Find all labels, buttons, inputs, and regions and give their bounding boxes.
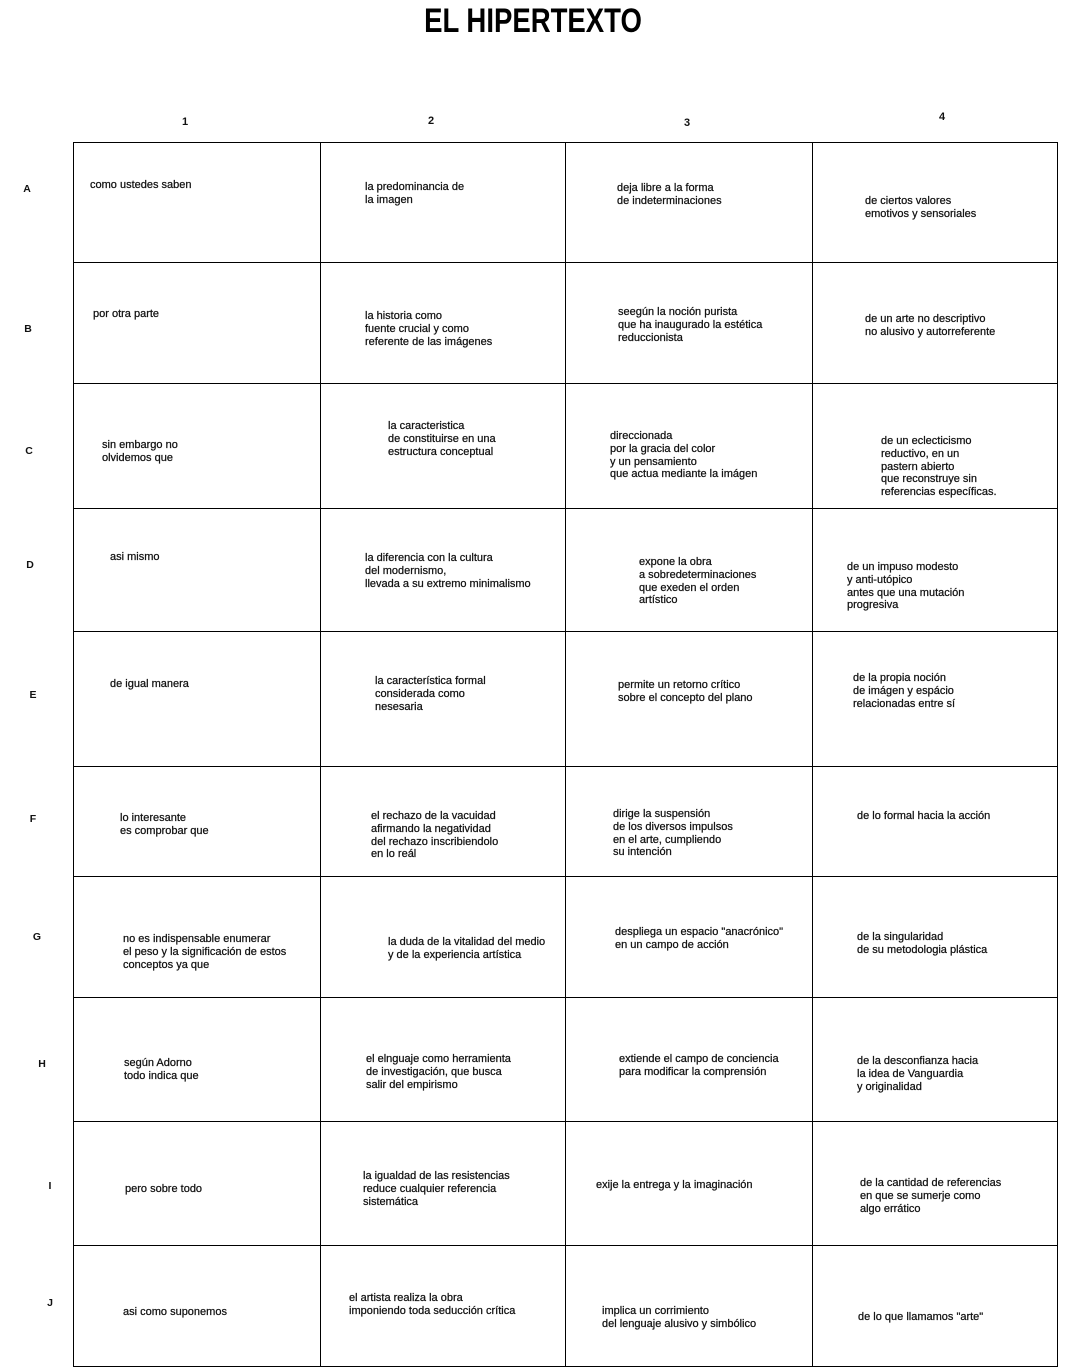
table-cell-e2 — [321, 632, 566, 767]
cell-text: de un arte no descriptivo no alusivo y autorreferente — [865, 313, 996, 338]
cell-text: direccionada por la gracia del color y un pensamiento que actua mediante la imágen — [610, 430, 758, 481]
table-cell-j2 — [321, 1246, 566, 1367]
row-label-c: C — [25, 445, 33, 457]
cell-text: no es indispensable enumerar el peso y la significación de estos conceptos ya que — [123, 933, 287, 971]
cell-text: extiende el campo de conciencia para modificar la comprensión — [619, 1053, 779, 1078]
table-cell-c4 — [813, 384, 1058, 509]
row-label-f: F — [29, 813, 37, 825]
table-cell-f1 — [74, 767, 321, 877]
column-header-2: 2 — [427, 115, 435, 127]
row-label-h: H — [38, 1058, 46, 1070]
cell-text: asi como suponemos — [123, 1306, 227, 1318]
table-cell-g3 — [566, 877, 813, 998]
table-cell-a2 — [321, 143, 566, 263]
cell-text: de un eclecticismo reductivo, en un pastern abierto que reconstruye sin referencias específicas. — [881, 435, 997, 498]
table-cell-e4 — [813, 632, 1058, 767]
table-cell-d1 — [74, 509, 321, 632]
cell-text: seegún la noción purista que ha inaugurado la estética reduccionista — [618, 306, 763, 344]
cell-text: lo interesante es comprobar que — [120, 812, 209, 837]
cell-text: la igualdad de las resistencias reduce cualquier referencia sistemática — [363, 1170, 510, 1208]
cell-text: de un impuso modesto y anti-utópico antes que una mutación progresiva — [847, 561, 965, 612]
table-cell-c2 — [321, 384, 566, 509]
table-cell-h4 — [813, 998, 1058, 1122]
column-header-1: 1 — [181, 116, 189, 128]
table-cell-a1 — [74, 143, 321, 263]
row-label-e: E — [29, 689, 37, 701]
hypertext-table — [73, 142, 1058, 1367]
table-cell-j1 — [74, 1246, 321, 1367]
cell-text: de ciertos valores emotivos y sensoriales — [865, 195, 977, 220]
cell-text: despliega un espacio "anacrónico" en un campo de acción — [615, 926, 784, 951]
table-cell-j3 — [566, 1246, 813, 1367]
cell-text: deja libre a la forma de indeterminaciones — [617, 182, 722, 207]
table-cell-d3 — [566, 509, 813, 632]
cell-text: de lo formal hacia la acción — [857, 810, 991, 822]
table-cell-h1 — [74, 998, 321, 1122]
table-cell-i2 — [321, 1122, 566, 1246]
cell-text: asi mismo — [110, 551, 160, 563]
table-cell-d2 — [321, 509, 566, 632]
cell-text: de la desconfianza hacia la idea de Vanguardia y originalidad — [857, 1055, 979, 1093]
table-cell-f4 — [813, 767, 1058, 877]
table-cell-g2 — [321, 877, 566, 998]
cell-text: el artista realiza la obra imponiendo toda seducción crítica — [349, 1292, 516, 1317]
row-label-j: J — [47, 1297, 53, 1309]
table-cell-c1 — [74, 384, 321, 509]
cell-text: la caracteristica de constituirse en una estructura conceptual — [388, 420, 496, 458]
table-cell-j4 — [813, 1246, 1058, 1367]
column-header-3: 3 — [683, 117, 691, 129]
table-cell-g4 — [813, 877, 1058, 998]
column-header-4: 4 — [938, 111, 946, 123]
cell-text: según Adorno todo indica que — [124, 1057, 199, 1082]
cell-text: de la propia noción de imágen y espácio relacionadas entre sí — [853, 672, 956, 710]
cell-text: pero sobre todo — [125, 1183, 203, 1195]
cell-text: por otra parte — [93, 308, 160, 320]
cell-text: exije la entrega y la imaginación — [596, 1179, 753, 1191]
table-cell-g1 — [74, 877, 321, 998]
table-cell-b1 — [74, 263, 321, 384]
page-title: EL HIPERTEXTO — [424, 2, 642, 40]
row-label-a: A — [23, 183, 31, 195]
table-cell-e1 — [74, 632, 321, 767]
table-cell-h3 — [566, 998, 813, 1122]
table-cell-i1 — [74, 1122, 321, 1246]
cell-text: de lo que llamamos "arte" — [858, 1311, 984, 1323]
table-cell-f2 — [321, 767, 566, 877]
table-cell-i3 — [566, 1122, 813, 1246]
row-label-d: D — [26, 559, 34, 571]
cell-text: la predominancia de la imagen — [365, 181, 465, 206]
cell-text: la duda de la vitalidad del medio y de la experiencia artística — [388, 936, 546, 961]
row-label-g: G — [32, 931, 42, 943]
cell-text: la historia como fuente crucial y como referente de las imágenes — [365, 310, 493, 348]
cell-text: el elnguaje como herramienta de investigación, que busca salir del empirismo — [366, 1053, 511, 1091]
cell-text: de la cantidad de referencias en que se sumerje como algo errático — [860, 1177, 1002, 1215]
cell-text: expone la obra a sobredeterminaciones que exeden el orden artístico — [639, 556, 757, 607]
table-cell-h2 — [321, 998, 566, 1122]
cell-text: de igual manera — [110, 678, 189, 690]
row-label-i: I — [48, 1180, 52, 1192]
cell-text: la característica formal considerada como nesesaria — [375, 675, 486, 713]
cell-text: sin embargo no olvidemos que — [102, 439, 178, 464]
table-cell-i4 — [813, 1122, 1058, 1246]
table-cell-b3 — [566, 263, 813, 384]
cell-text: de la singularidad de su metodologia plástica — [857, 931, 988, 956]
table-cell-a3 — [566, 143, 813, 263]
table-cell-a4 — [813, 143, 1058, 263]
row-label-b: B — [24, 323, 32, 335]
table-cell-b2 — [321, 263, 566, 384]
table-cell-c3 — [566, 384, 813, 509]
table-cell-d4 — [813, 509, 1058, 632]
table-cell-b4 — [813, 263, 1058, 384]
cell-text: implica un corrimiento del lenguaje alusivo y simbólico — [602, 1305, 757, 1330]
table-cell-e3 — [566, 632, 813, 767]
cell-text: como ustedes saben — [90, 179, 192, 191]
cell-text: el rechazo de la vacuidad afirmando la negatividad del rechazo inscribiendolo en lo reál — [371, 810, 499, 861]
cell-text: permite un retorno crítico sobre el concepto del plano — [618, 679, 753, 704]
cell-text: dirige la suspensión de los diversos impulsos en el arte, cumpliendo su intención — [613, 808, 733, 859]
table-cell-f3 — [566, 767, 813, 877]
cell-text: la diferencia con la cultura del modernismo, llevada a su extremo minimalismo — [365, 552, 531, 590]
